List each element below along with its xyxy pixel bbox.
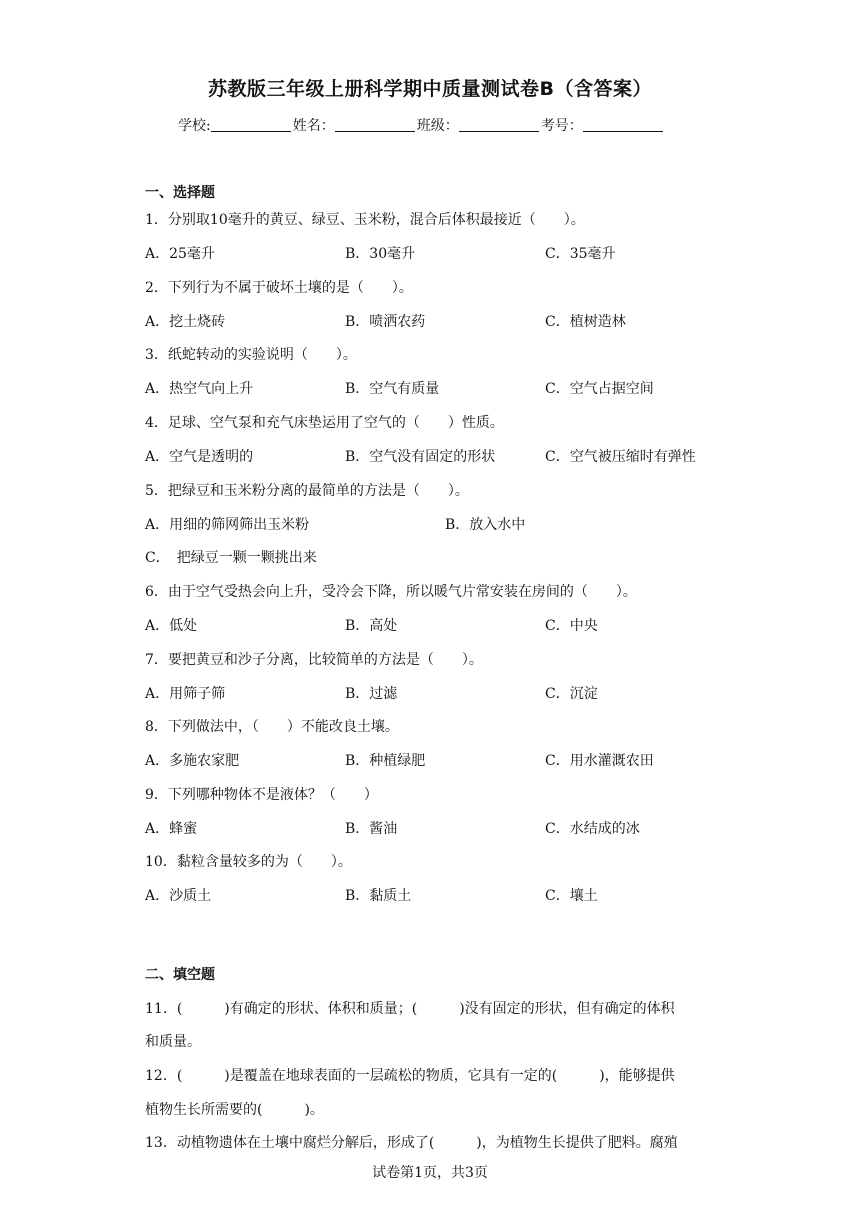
option-c: C．壤土 — [545, 888, 598, 904]
student-info-row — [178, 115, 665, 135]
option-c: C．空气被压缩时有弹性 — [545, 449, 696, 465]
option-a: A．蜂蜜 — [145, 821, 198, 837]
option-a: A．用筛子筛 — [145, 686, 226, 702]
option-c: C．中央 — [545, 618, 598, 634]
option-c: C．植树造林 — [545, 314, 626, 330]
question-stem: 4．足球、空气泵和充气床垫运用了空气的（ ）性质。 — [145, 415, 504, 431]
option-b: B．酱油 — [345, 821, 398, 837]
question-stem: 2．下列行为不属于破坏土壤的是（ ）。 — [145, 280, 413, 296]
exam-title: 苏教版三年级上册科学期中质量测试卷B（含答案） — [208, 78, 652, 100]
name-label: 姓名： — [292, 118, 335, 134]
name-blank[interactable] — [335, 117, 415, 132]
option-b: B．空气没有固定的形状 — [345, 449, 496, 465]
option-a: A．用细的筛网筛出玉米粉 — [145, 517, 310, 533]
class-label: 班级： — [416, 118, 459, 134]
option-b: B．高处 — [345, 618, 398, 634]
school-label: 学校: — [178, 118, 211, 134]
question-stem: 10．黏粒含量较多的为（ ）。 — [145, 854, 352, 870]
fill-question-line: 和质量。 — [145, 1034, 201, 1050]
option-c: C． 把绿豆一颗一颗挑出来 — [145, 550, 317, 566]
option-b: B．空气有质量 — [345, 381, 440, 397]
fill-question-line: 11．( )有确定的形状、体积和质量；( )没有固定的形状，但有确定的体积 — [145, 1001, 675, 1017]
question-stem: 7．要把黄豆和沙子分离，比较简单的方法是（ ）。 — [145, 652, 483, 668]
class-blank[interactable] — [459, 117, 539, 132]
option-a: A．25毫升 — [145, 246, 215, 262]
option-c: C．用水灌溉农田 — [545, 753, 654, 769]
section-title-choice: 一、选择题 — [145, 185, 215, 201]
number-blank[interactable] — [583, 117, 663, 132]
option-c: C．空气占据空间 — [545, 381, 654, 397]
option-c: C．水结成的冰 — [545, 821, 640, 837]
option-c: C．35毫升 — [545, 246, 616, 262]
option-b: B．种植绿肥 — [345, 753, 426, 769]
option-a: A．挖土烧砖 — [145, 314, 226, 330]
question-stem: 5．把绿豆和玉米粉分离的最简单的方法是（ ）。 — [145, 483, 469, 499]
fill-question-line: 植物生长所需要的( )。 — [145, 1102, 324, 1118]
question-stem: 3．纸蛇转动的实验说明（ ）。 — [145, 347, 357, 363]
fill-question-line: 13．动植物遗体在土壤中腐烂分解后，形成了( )，为植物生长提供了肥料。腐殖 — [145, 1135, 678, 1151]
page-footer: 试卷第1页，共3页 — [372, 1165, 488, 1181]
option-c: C．沉淀 — [545, 686, 598, 702]
option-a: A．热空气向上升 — [145, 381, 254, 397]
option-a: A．沙质土 — [145, 888, 212, 904]
option-b: B．放入水中 — [445, 517, 526, 533]
number-label: 考号： — [540, 118, 583, 134]
school-blank[interactable] — [211, 117, 291, 132]
question-stem: 8．下列做法中，（ ）不能改良土壤。 — [145, 719, 399, 735]
option-a: A．空气是透明的 — [145, 449, 254, 465]
option-b: B．30毫升 — [345, 246, 416, 262]
question-stem: 9．下列哪种物体不是液体？（ ） — [145, 787, 378, 803]
question-stem: 1．分别取10毫升的黄豆、绿豆、玉米粉，混合后体积最接近（ ）。 — [145, 212, 585, 228]
option-b: B．黏质土 — [345, 888, 412, 904]
option-a: A．低处 — [145, 618, 198, 634]
option-b: B．过滤 — [345, 686, 398, 702]
fill-question-line: 12．( )是覆盖在地球表面的一层疏松的物质，它具有一定的( )，能够提供 — [145, 1068, 675, 1084]
section-title-fill: 二、填空题 — [145, 967, 215, 983]
option-a: A．多施农家肥 — [145, 753, 240, 769]
question-stem: 6．由于空气受热会向上升，受冷会下降，所以暖气片常安装在房间的（ ）。 — [145, 584, 637, 600]
option-b: B．喷洒农药 — [345, 314, 426, 330]
